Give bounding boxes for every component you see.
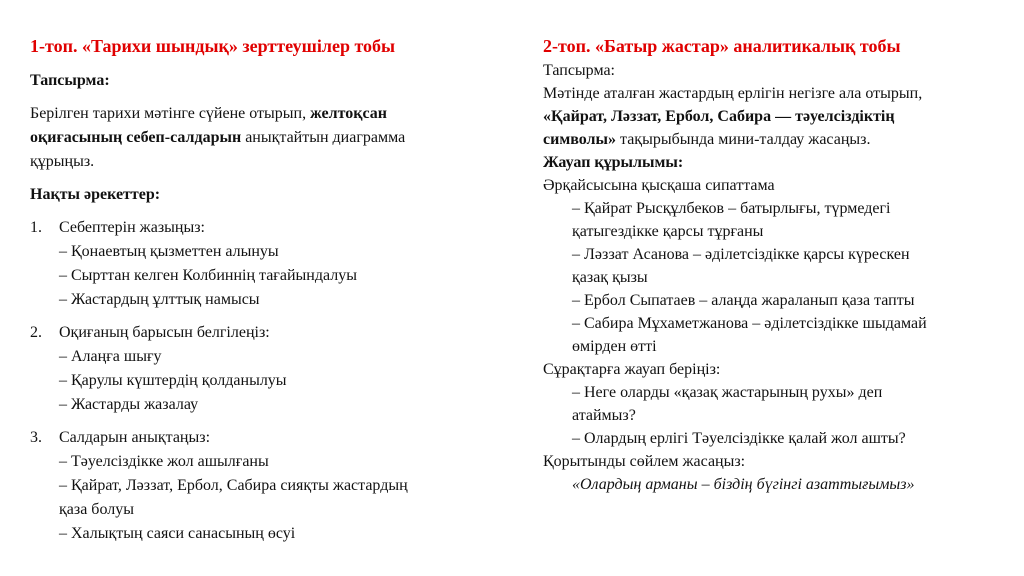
step-3-item: – Тәуелсіздікке жол ашылғаны <box>59 453 269 470</box>
group-2-task-line-2: «Қайрат, Ләззат, Ербол, Сабира — тәуелсіздіктің <box>543 108 895 125</box>
step-2-item: – Алаңға шығу <box>59 348 162 365</box>
desc-item: қатыгездікке қарсы тұрғаны <box>572 223 764 240</box>
group-1-task-line-1 <box>30 104 387 124</box>
step-label: Оқиғаның барысын белгілеңіз: <box>59 324 270 341</box>
conclusion-quote: «Олардың арманы – біздің бүгінгі азаттығымыз» <box>572 476 915 493</box>
group-1-task-line-3: құрыңыз. <box>30 153 95 170</box>
step-3-item: қаза болуы <box>59 501 134 518</box>
step-1-item: – Жастардың ұлттық намысы <box>59 291 260 308</box>
question-item: – Олардың ерлігі Тәуелсіздікке қалай жол ашты? <box>572 430 906 447</box>
desc-item: өмірден өтті <box>572 338 657 355</box>
step-1-item: – Қонаевтың қызметтен алынуы <box>59 243 279 260</box>
task-text: Берілген тарихи мәтінге сүйене отырып, <box>30 105 311 122</box>
question-item: – Неге оларды «қазақ жастарының рухы» деп <box>572 384 883 401</box>
desc-item: – Қайрат Рысқұлбеков – батырлығы, түрмедегі <box>572 200 891 217</box>
desc-item: – Ләззат Асанова – әділетсіздікке қарсы күрескен <box>572 246 910 263</box>
group-1-task-label: Тапсырма: <box>30 72 110 89</box>
group-1-task-line-2 <box>30 128 405 148</box>
step-number: 1. <box>30 219 42 236</box>
question-item: атаймыз? <box>572 407 636 424</box>
task-emphasis: оқиғасының себеп-салдарын <box>30 129 242 146</box>
group-2-structure-label: Жауап құрылымы: <box>543 154 684 171</box>
task-text: анықтайтын диаграмма <box>241 129 406 146</box>
group-1-title: 1-топ. «Тарихи шындық» зерттеушілер тобы <box>30 36 396 56</box>
task-emphasis: желтоқсан <box>310 105 387 122</box>
group-2-title: 2-топ. «Батыр жастар» аналитикалық тобы <box>543 36 901 56</box>
task-emphasis: символы» <box>543 131 617 148</box>
group-1-actions-label: Нақты әрекеттер: <box>30 186 161 203</box>
group-2-task-line-3 <box>543 130 870 150</box>
group-2-task-label: Тапсырма: <box>543 62 615 79</box>
step-label: Салдарын анықтаңыз: <box>59 429 211 446</box>
group-2-task-line-1: Мәтінде аталған жастардың ерлігін негізге ала отырып, <box>543 85 923 102</box>
step-label: Себептерін жазыңыз: <box>59 219 205 236</box>
group-2-conclusion-label: Қорытынды сөйлем жасаңыз: <box>543 453 746 470</box>
desc-item: – Ербол Сыпатаев – алаңда жараланып қаза тапты <box>572 292 915 309</box>
group-2-questions-label: Сұрақтарға жауап беріңіз: <box>543 361 721 378</box>
step-number: 3. <box>30 429 42 446</box>
step-2-item: – Жастарды жазалау <box>59 396 199 413</box>
desc-item: – Сабира Мұхаметжанова – әділетсіздікке шыдамай <box>572 315 927 332</box>
step-3-item: – Қайрат, Ләззат, Ербол, Сабира сияқты жастардың <box>59 477 408 494</box>
step-3-item: – Халықтың саяси санасының өсуі <box>59 525 296 542</box>
desc-item: қазақ қызы <box>572 269 648 286</box>
step-2-item: – Қарулы күштердің қолданылуы <box>59 372 287 389</box>
group-2-desc-label: Әрқайсысына қысқаша сипаттама <box>543 177 775 194</box>
step-number: 2. <box>30 324 42 341</box>
task-text: тақырыбында мини-талдау жасаңыз. <box>616 131 871 148</box>
step-1-item: – Сырттан келген Колбиннің тағайындалуы <box>59 267 357 284</box>
